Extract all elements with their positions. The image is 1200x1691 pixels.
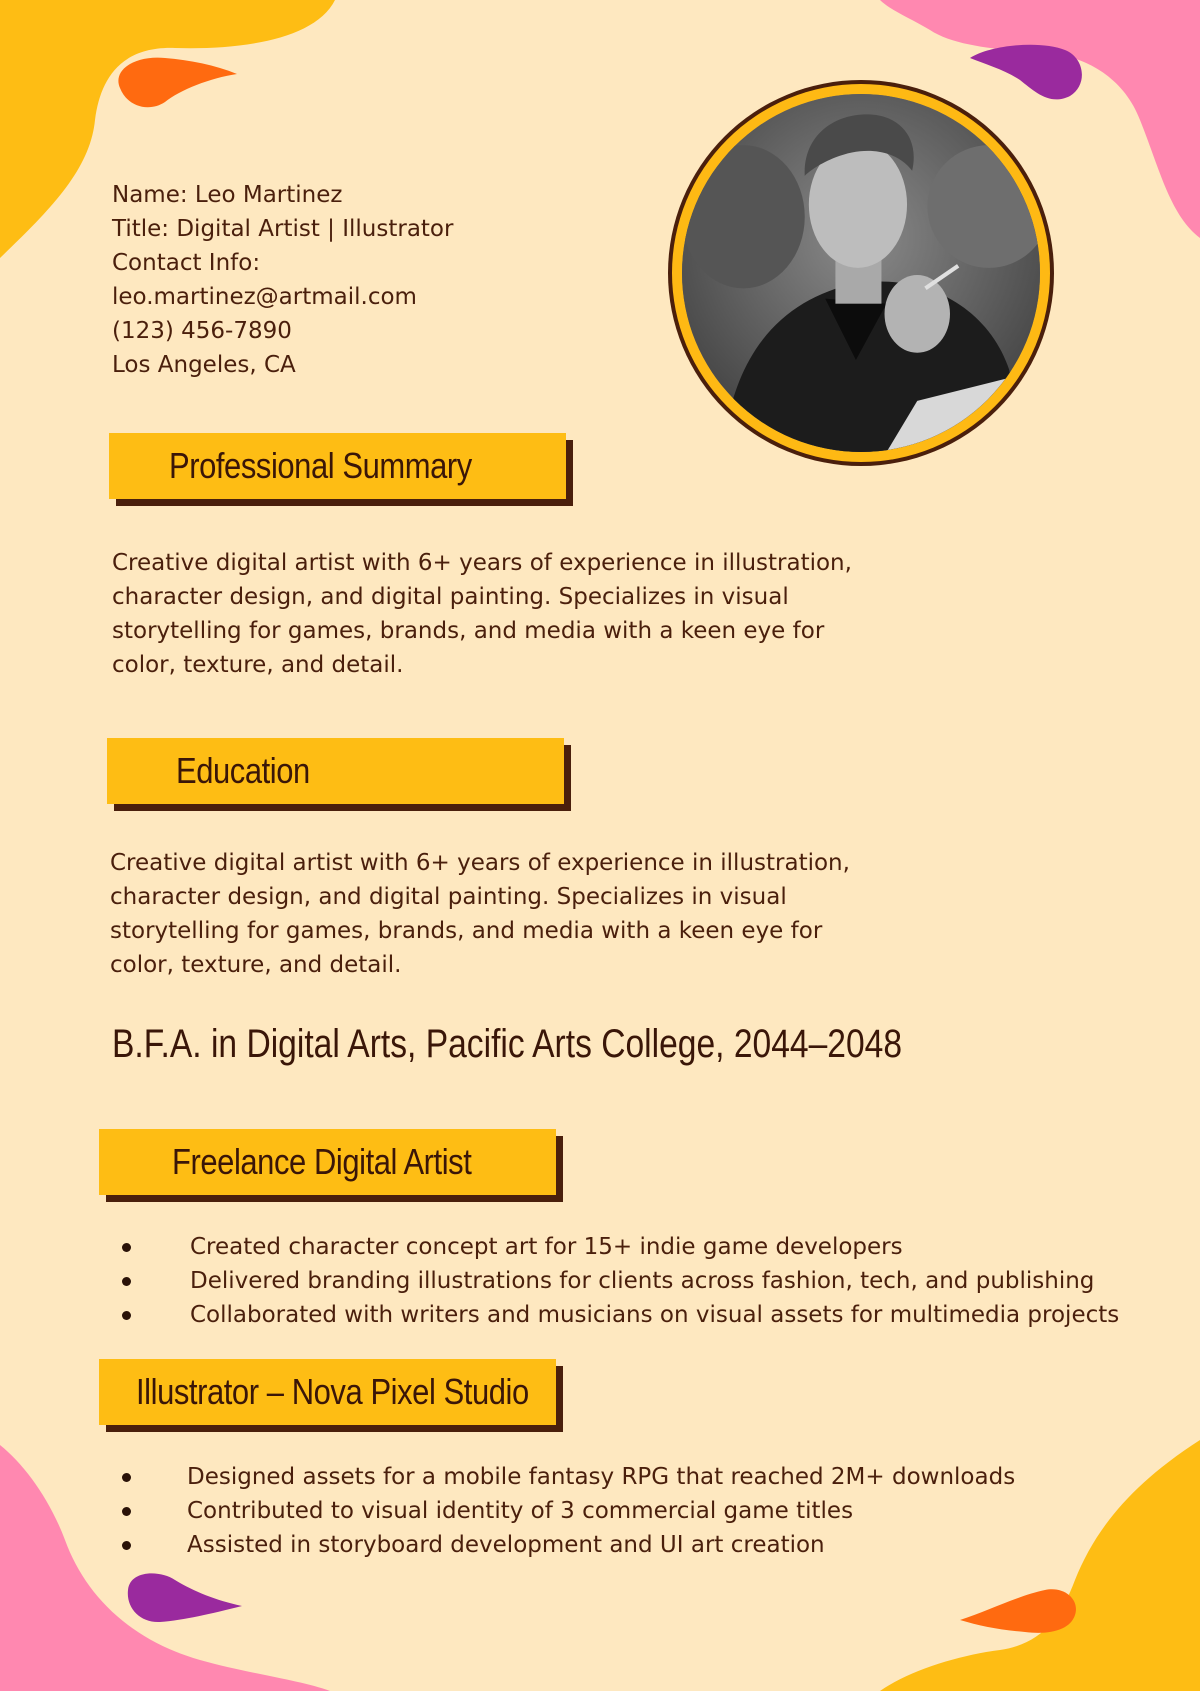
bullet-icon [122,1473,131,1482]
list-item [122,1298,1119,1332]
bullet-text: Created character concept art for 15+ indie game developers [190,1234,903,1260]
contact-label: Contact Info: [112,250,261,276]
nova-pixel-heading: Illustrator – Nova Pixel Studio [136,1371,529,1412]
list-item [122,1494,1015,1528]
bullet-icon [122,1507,131,1516]
title-line: Title: Digital Artist | Illustrator [112,216,454,242]
profile-photo [682,94,1040,452]
name-line: Name: Leo Martinez [112,182,343,208]
degree-line: B.F.A. in Digital Arts, Pacific Arts College, 2044–2048 [112,1022,903,1066]
bullet-icon [122,1277,131,1286]
bullet-icon [122,1311,131,1320]
education-text: Creative digital artist with 6+ years of experience in illustration, character design, and digital painting. Specializes in visual storytelling for games, brands, and media with a keen eye for color, texture, and detail. [110,850,850,978]
section-heading-professional-summary [109,433,566,499]
location-text: Los Angeles, CA [112,352,296,378]
freelance-bullet-list [122,1230,1119,1332]
list-item [122,1264,1119,1298]
bullet-text: Contributed to visual identity of 3 commercial game titles [187,1498,854,1524]
list-item [122,1230,1119,1264]
education-heading: Education [176,750,310,791]
profile-photo-frame [668,80,1054,466]
section-heading-nova-pixel [99,1359,556,1425]
bullet-text: Collaborated with writers and musicians on visual assets for multimedia projects [190,1302,1120,1328]
section-heading-education [107,738,564,804]
freelance-heading: Freelance Digital Artist [172,1141,472,1182]
professional-summary-text: Creative digital artist with 6+ years of experience in illustration, character design, and digital painting. Specializes in visual storytelling for games, brands, and media with a keen eye for color, texture, and detail. [112,550,852,678]
list-item [122,1528,1015,1562]
bullet-text: Assisted in storyboard development and UI art creation [187,1532,825,1558]
section-heading-freelance [99,1129,556,1195]
nova-pixel-bullet-list [122,1460,1015,1562]
professional-summary-heading: Professional Summary [169,445,472,486]
list-item [122,1460,1015,1494]
email-text: leo.martinez@artmail.com [112,284,417,310]
phone-text: (123) 456-7890 [112,318,292,344]
bullet-text: Designed assets for a mobile fantasy RPG that reached 2M+ downloads [187,1464,1016,1490]
bullet-icon [122,1243,131,1252]
bullet-icon [122,1541,131,1550]
contact-block [112,178,453,382]
bullet-text: Delivered branding illustrations for clients across fashion, tech, and publishing [190,1268,1095,1294]
